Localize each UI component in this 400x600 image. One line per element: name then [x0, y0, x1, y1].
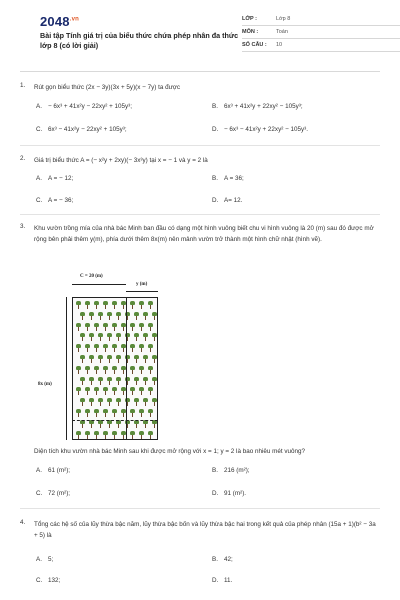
- perimeter-label: C = 20 (m): [80, 274, 103, 279]
- meta-value: Lớp 8: [276, 16, 291, 22]
- meta-value: Toán: [276, 29, 288, 35]
- meta-value: 10: [276, 42, 283, 48]
- option-d[interactable]: D. − 6x³ − 41x²y + 22xy² − 105y³.: [212, 126, 308, 133]
- sugarcane-plant-icon: [103, 431, 108, 439]
- sugarcane-plant-icon: [89, 377, 94, 385]
- sugarcane-plant-icon: [134, 333, 139, 341]
- question-text: Giá trị biểu thức A = (− x²y + 2xy)(− 3x³y) tại x = − 1 và y = 2 là: [34, 157, 208, 164]
- sugarcane-plant-icon: [94, 366, 99, 374]
- sugarcane-plant-icon: [152, 312, 157, 320]
- sugarcane-plant-icon: [152, 398, 157, 406]
- option-a[interactable]: A. 5;: [36, 556, 54, 563]
- sugarcane-plant-icon: [76, 301, 81, 309]
- sugarcane-plant-icon: [76, 344, 81, 352]
- sugarcane-plant-icon: [130, 366, 135, 374]
- sugarcane-plant-icon: [148, 409, 153, 417]
- question-text: Tổng các hệ số của lũy thừa bậc năm, lũy thừa bậc bốn và lũy thừa bậc hai trong kết quả của phép nhân (15a + 1)(b² − 3a + 5) là: [34, 521, 376, 539]
- sugarcane-plant-icon: [112, 301, 117, 309]
- sugarcane-plant-icon: [148, 387, 153, 395]
- sugarcane-plant-icon: [80, 398, 85, 406]
- sugarcane-plant-icon: [148, 323, 153, 331]
- sugarcane-plant-icon: [85, 323, 90, 331]
- sugarcane-plant-icon: [85, 409, 90, 417]
- option-b[interactable]: B. 6x³ + 41x²y + 22xy² − 105y³;: [212, 103, 303, 110]
- sugarcane-plant-icon: [139, 301, 144, 309]
- square-boundary-vertical: [126, 297, 127, 440]
- sugarcane-plant-icon: [152, 333, 157, 341]
- question-number: 2.: [20, 155, 26, 162]
- sugarcane-plant-icon: [116, 398, 121, 406]
- sugarcane-plant-icon: [148, 366, 153, 374]
- sugarcane-plant-icon: [134, 377, 139, 385]
- option-d[interactable]: D. 11.: [212, 577, 233, 584]
- sugarcane-plant-icon: [107, 312, 112, 320]
- sugarcane-plant-icon: [80, 333, 85, 341]
- sugarcane-plant-icon: [139, 366, 144, 374]
- sugarcane-plant-icon: [116, 377, 121, 385]
- sugarcane-plant-icon: [134, 312, 139, 320]
- sugarcane-plant-icon: [80, 377, 85, 385]
- sugarcane-plant-icon: [139, 387, 144, 395]
- document-title: Bài tập Tính giá trị của biểu thức chứa phép nhân đa thức lớp 8 (có lời giải): [40, 31, 239, 50]
- sugarcane-plant-icon: [143, 398, 148, 406]
- sugarcane-plant-icon: [94, 344, 99, 352]
- option-a[interactable]: A. A = − 12;: [36, 175, 74, 182]
- sugarcane-plant-icon: [134, 355, 139, 363]
- sugarcane-plant-icon: [148, 301, 153, 309]
- sugarcane-plant-icon: [103, 344, 108, 352]
- meta-row-class: [242, 13, 400, 26]
- sugarcane-field: [72, 297, 158, 440]
- sugarcane-plant-icon: [103, 387, 108, 395]
- question-text: Diện tích khu vườn nhà bác Minh sau khi được mở rộng với x = 1; y = 2 là bao nhiêu mét vuông?: [34, 448, 306, 455]
- sugarcane-plant-icon: [76, 387, 81, 395]
- sugarcane-plant-icon: [103, 409, 108, 417]
- extension-right-label: y (m): [136, 282, 148, 287]
- sugarcane-plant-icon: [107, 398, 112, 406]
- option-b[interactable]: B. A = 36;: [212, 175, 244, 182]
- question-text: Rút gọn biểu thức (2x − 3y)(3x + 5y)(x − 7y) ta được: [34, 84, 181, 91]
- header-divider: [20, 71, 380, 72]
- sugarcane-plant-icon: [98, 333, 103, 341]
- sugarcane-plant-icon: [112, 409, 117, 417]
- sugarcane-plant-icon: [112, 323, 117, 331]
- sugarcane-plant-icon: [94, 301, 99, 309]
- meta-label: MÔN :: [242, 29, 259, 35]
- garden-figure: [36, 270, 176, 455]
- worksheet-header: [20, 0, 380, 70]
- sugarcane-plant-icon: [139, 323, 144, 331]
- meta-row-count: [242, 39, 400, 52]
- sugarcane-plant-icon: [116, 312, 121, 320]
- sugarcane-plant-icon: [85, 366, 90, 374]
- sugarcane-plant-icon: [112, 344, 117, 352]
- sugarcane-plant-icon: [112, 366, 117, 374]
- sugarcane-plant-icon: [139, 344, 144, 352]
- sugarcane-plant-icon: [89, 355, 94, 363]
- extension-bottom-label: 8x (m): [38, 382, 52, 387]
- sugarcane-plant-icon: [112, 387, 117, 395]
- sugarcane-plant-icon: [89, 398, 94, 406]
- extension-arrow: [126, 291, 158, 292]
- sugarcane-plant-icon: [139, 431, 144, 439]
- sugarcane-plant-icon: [107, 355, 112, 363]
- option-c[interactable]: C. A = − 36;: [36, 197, 74, 204]
- sugarcane-plant-icon: [116, 355, 121, 363]
- sugarcane-plant-icon: [148, 344, 153, 352]
- sugarcane-plant-icon: [130, 323, 135, 331]
- sugarcane-plant-icon: [130, 409, 135, 417]
- sugarcane-plant-icon: [94, 323, 99, 331]
- question-divider: [20, 508, 380, 509]
- option-a[interactable]: A. 61 (m²);: [36, 467, 71, 474]
- sugarcane-plant-icon: [152, 377, 157, 385]
- sugarcane-plant-icon: [89, 333, 94, 341]
- sugarcane-plant-icon: [130, 387, 135, 395]
- question-divider: [20, 214, 380, 215]
- meta-row-subject: [242, 26, 400, 39]
- meta-label: LỚP :: [242, 16, 257, 22]
- option-c[interactable]: C. 72 (m²);: [36, 490, 71, 497]
- sugarcane-plant-icon: [143, 333, 148, 341]
- option-d[interactable]: D. 91 (m²).: [212, 490, 247, 497]
- sugarcane-plant-icon: [152, 355, 157, 363]
- option-c[interactable]: C. 6x³ − 41x²y − 22xy² + 105y³;: [36, 126, 127, 133]
- sugarcane-plant-icon: [130, 431, 135, 439]
- sugarcane-plant-icon: [76, 323, 81, 331]
- sugarcane-plant-icon: [143, 355, 148, 363]
- sugarcane-plant-icon: [76, 366, 81, 374]
- option-b[interactable]: B. 42;: [212, 556, 233, 563]
- question-number: 1.: [20, 82, 26, 89]
- sugarcane-plant-icon: [143, 377, 148, 385]
- sugarcane-plant-icon: [94, 409, 99, 417]
- sugarcane-plant-icon: [85, 387, 90, 395]
- question-divider: [20, 145, 380, 146]
- site-logo[interactable]: $2048^{.vn}$: [40, 14, 80, 29]
- width-arrow: [72, 284, 126, 285]
- height-arrow: [66, 297, 67, 440]
- meta-table: [242, 13, 400, 52]
- sugarcane-plant-icon: [94, 387, 99, 395]
- sugarcane-plant-icon: [103, 366, 108, 374]
- sugarcane-plant-icon: [139, 409, 144, 417]
- question-number: 4.: [20, 519, 26, 526]
- meta-label: SỐ CÂU :: [242, 42, 267, 48]
- sugarcane-plant-icon: [98, 312, 103, 320]
- sugarcane-plant-icon: [103, 301, 108, 309]
- sugarcane-plant-icon: [143, 312, 148, 320]
- sugarcane-plant-icon: [85, 431, 90, 439]
- option-d[interactable]: D. A= 12.: [212, 197, 243, 204]
- sugarcane-plant-icon: [76, 431, 81, 439]
- sugarcane-plant-icon: [94, 431, 99, 439]
- option-a[interactable]: A. − 6x³ + 41x²y − 22xy² + 105y³;: [36, 103, 132, 110]
- sugarcane-plant-icon: [98, 398, 103, 406]
- sugarcane-plant-icon: [80, 355, 85, 363]
- option-c[interactable]: C. 132;: [36, 577, 61, 584]
- sugarcane-plant-icon: [134, 398, 139, 406]
- sugarcane-plant-icon: [112, 431, 117, 439]
- sugarcane-plant-icon: [116, 333, 121, 341]
- sugarcane-plant-icon: [85, 344, 90, 352]
- sugarcane-plant-icon: [98, 355, 103, 363]
- sugarcane-plant-icon: [89, 312, 94, 320]
- sugarcane-plant-icon: [130, 344, 135, 352]
- sugarcane-plant-icon: [107, 377, 112, 385]
- question-text: Khu vườn trồng mía của nhà bác Minh ban đầu có dạng một hình vuông biết chu vi hình vuông là 20 (m) sau đó được mở rộng bên phải thêm y(m), phía dưới thêm 8x(m) nên mảnh vườn trở thành một hình chữ nhật (hình vẽ).: [34, 225, 374, 243]
- sugarcane-plant-icon: [103, 323, 108, 331]
- sugarcane-plant-icon: [98, 377, 103, 385]
- sugarcane-plant-icon: [148, 431, 153, 439]
- sugarcane-plant-icon: [85, 301, 90, 309]
- question-number: 3.: [20, 223, 26, 230]
- sugarcane-plant-icon: [76, 409, 81, 417]
- sugarcane-plant-icon: [80, 312, 85, 320]
- sugarcane-plant-icon: [107, 333, 112, 341]
- option-b[interactable]: B. 216 (m²);: [212, 467, 250, 474]
- square-boundary-horizontal: [72, 420, 158, 421]
- sugarcane-plant-icon: [130, 301, 135, 309]
